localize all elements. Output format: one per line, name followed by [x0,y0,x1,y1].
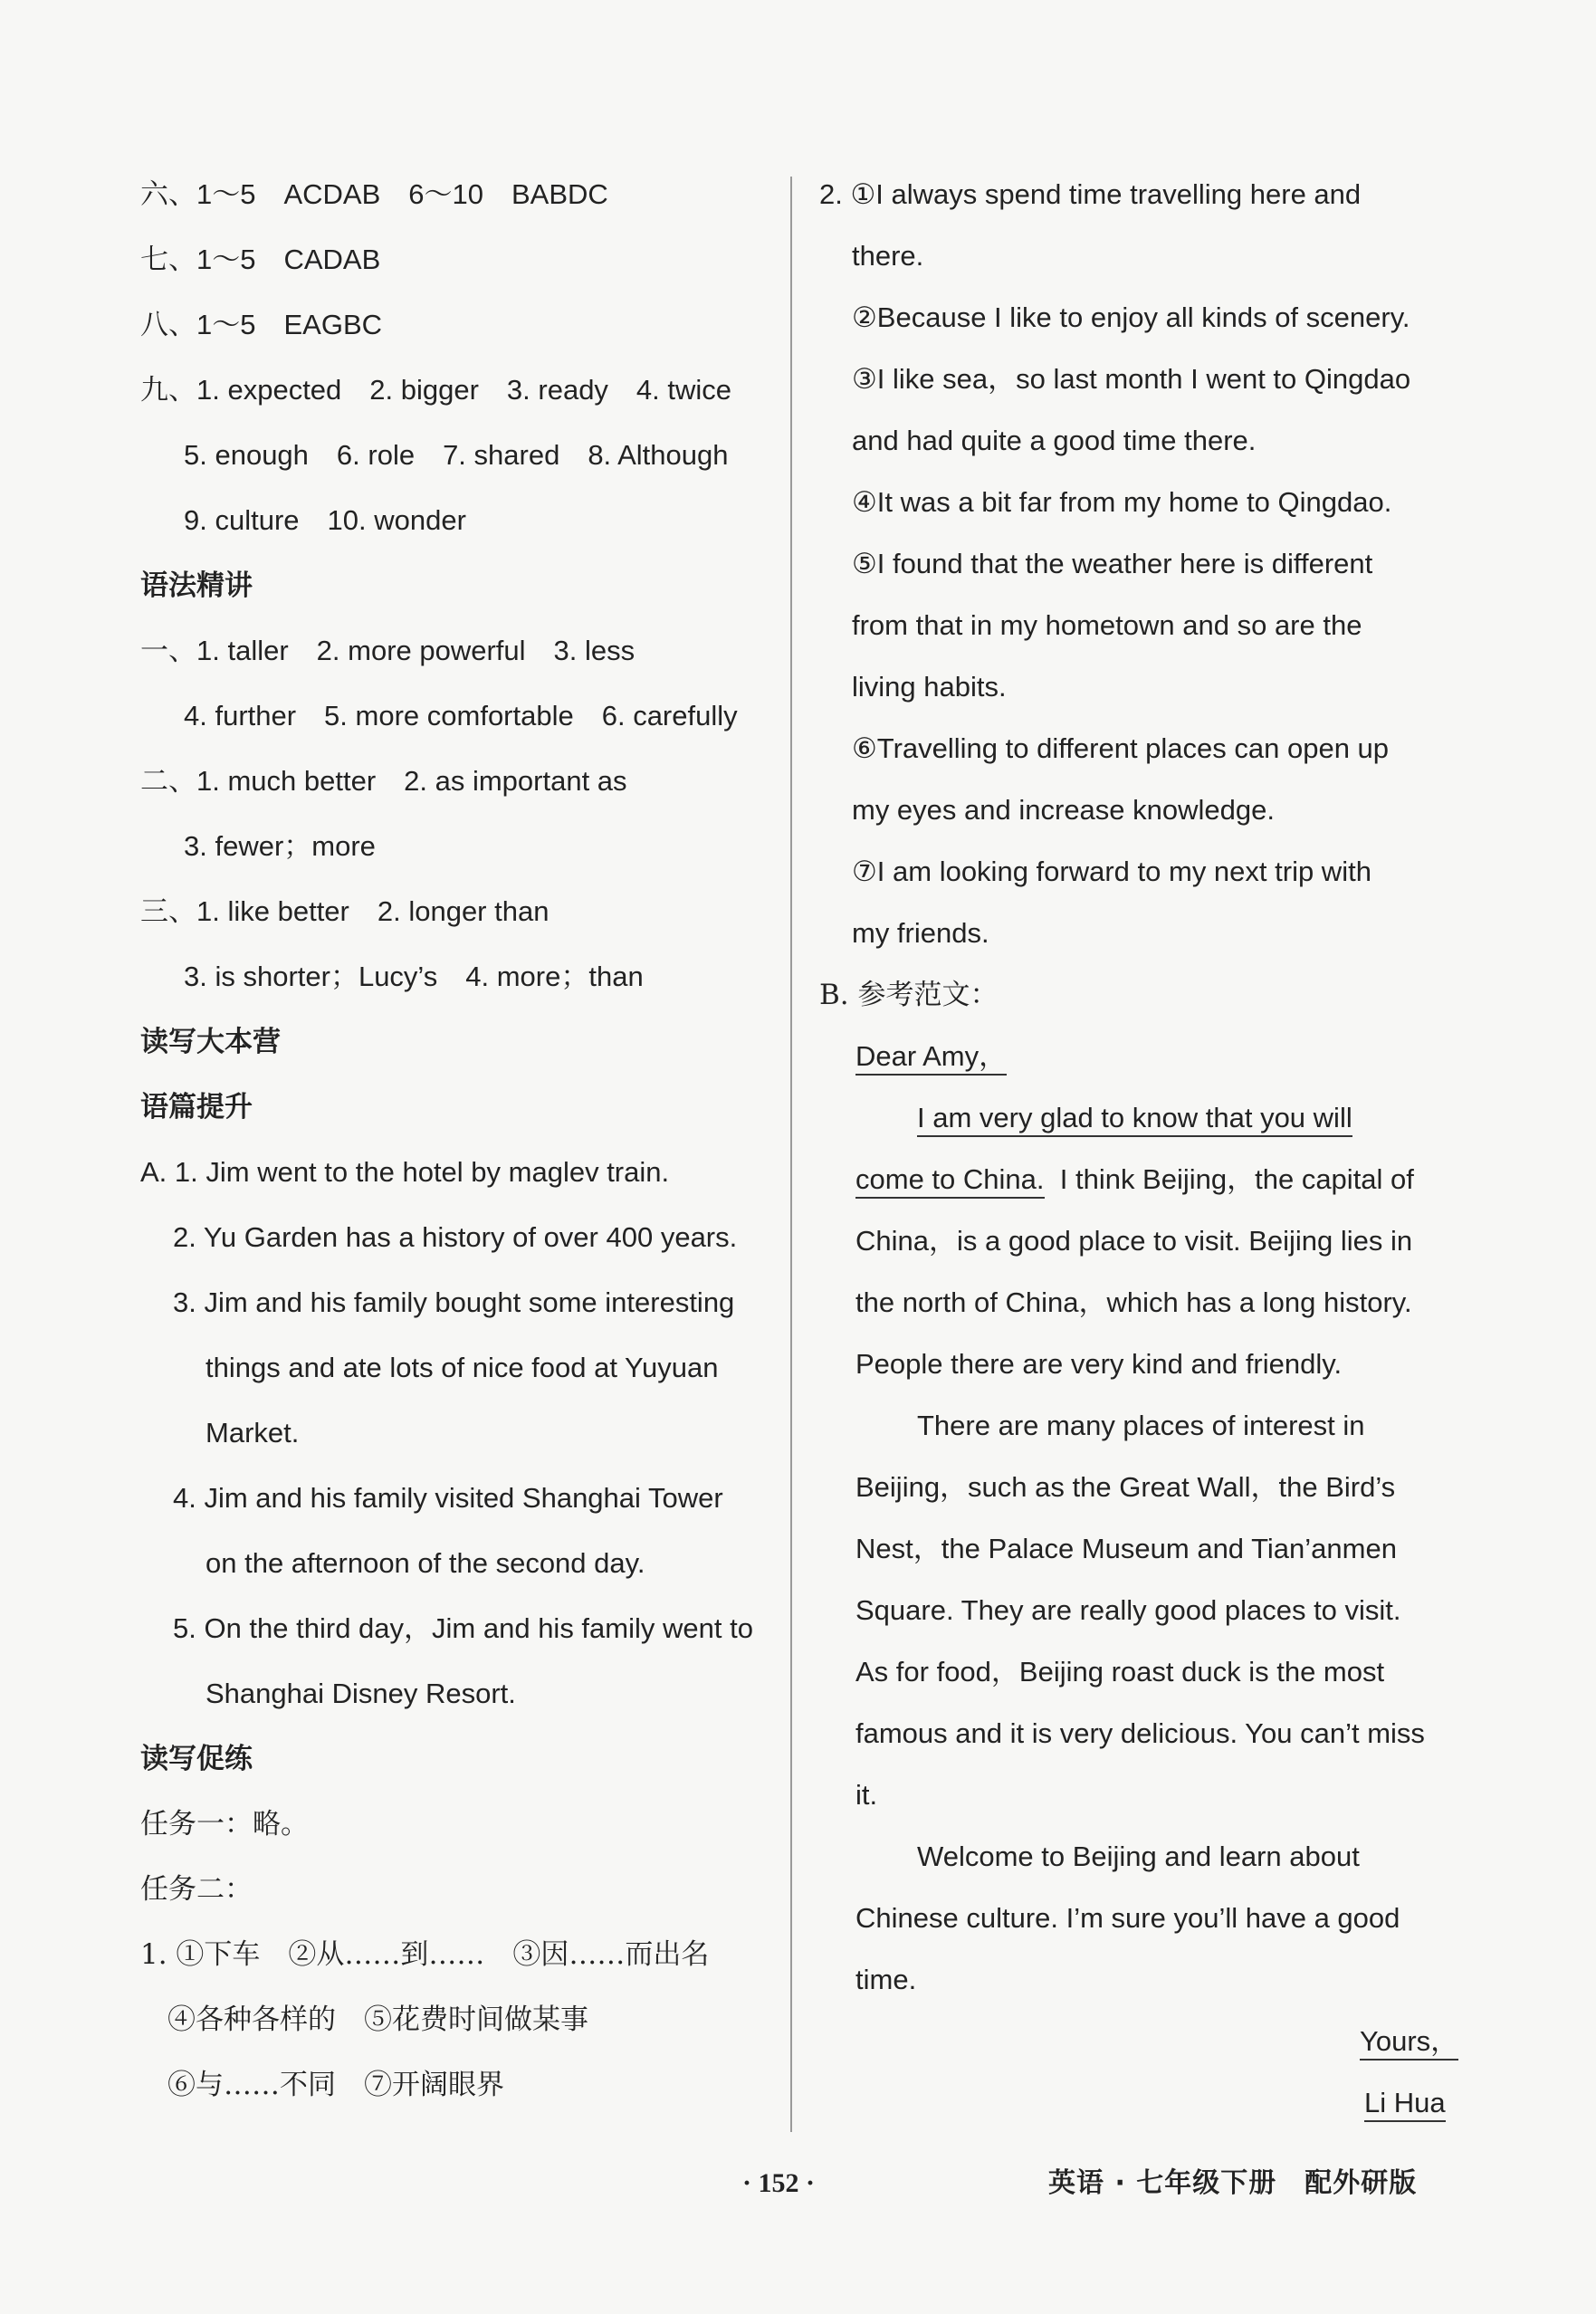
letter-line-6: There are many places of interest in [917,1410,1365,1441]
task-two-line-3: ⑥与……不同 ⑦开阔眼界 [167,2069,504,2101]
answer-a2: 2. Yu Garden has a history of over 400 years. [173,1221,738,1253]
sentence-line-3: ②Because I like to enjoy all kinds of scenery. [852,301,1410,333]
letter-line-10: As for food，Beijing roast duck is the most [855,1656,1385,1688]
read-write-heading: 读写大本营 [140,1026,281,1058]
answer-a5b: Shanghai Disney Resort. [205,1678,516,1709]
grammar-line-2b: 3. fewer；more [184,830,376,862]
sample-essay-heading: B. 参考范文： [819,979,999,1011]
signature-text: Li Hua [1364,2087,1446,2122]
answer-a3: 3. Jim and his family bought some interesting [173,1286,735,1318]
answer-line-9: 九、1. expected 2. bigger 3. ready 4. twice [140,374,732,406]
page-number: · 152 · [742,2168,816,2198]
answer-line-8: 八、1～5 EAGBC [140,309,383,340]
letter-greeting [855,1038,1007,1075]
grammar-line-3: 三、1. like better 2. longer than [140,895,550,927]
column-divider [790,177,792,2132]
book-title: 英语 · 七年级下册 配外研版 [1048,2167,1418,2199]
task-two-line-1: 1. ①下车 ②从……到…… ③因……而出名 [140,1938,710,1971]
underlined-sentence-1: I am very glad to know that you will [917,1102,1352,1137]
sentence-line-2: there. [852,240,924,272]
passage-heading: 语篇提升 [140,1091,253,1124]
letter-line-15: time. [855,1964,917,1995]
sentence-line-1: 2. ①I always spend time travelling here and [819,178,1362,210]
letter-line-1 [917,1100,1352,1136]
letter-line-14: Chinese culture. I’m sure you’ll have a good [855,1902,1400,1934]
sentence-line-5: and had quite a good time there. [852,425,1257,456]
letter-closing [1360,2023,1458,2060]
grammar-line-2: 二、1. much better 2. as important as [140,765,627,797]
answer-a3b: things and ate lots of nice food at Yuyuan [205,1352,719,1383]
sentence-line-7: ⑤I found that the weather here is different [852,548,1373,579]
sentence-line-4: ③I like sea，so last month I went to Qingdao [852,363,1411,395]
letter-line-2-rest: I think Beijing，the capital of [1059,1163,1414,1195]
underlined-sentence-2: come to China. [855,1163,1045,1199]
letter-signature [1364,2085,1446,2121]
task-one: 任务一：略。 [140,1808,309,1841]
greeting-text: Dear Amy， [855,1040,1007,1076]
answer-line-9c: 9. culture 10. wonder [184,504,466,536]
sentence-line-12: ⑦I am looking forward to my next trip with [852,856,1371,887]
sentence-line-13: my friends. [852,917,989,949]
sentence-line-8: from that in my hometown and so are the [852,609,1362,641]
letter-line-11: famous and it is very delicious. You can’t miss [855,1717,1425,1749]
letter-line-9: Square. They are really good places to visit. [855,1594,1401,1626]
answer-a3c: Market. [205,1417,300,1449]
letter-line-2 [855,1162,1414,1198]
task-two-line-2: ④各种各样的 ⑤花费时间做某事 [167,2003,588,2036]
letter-line-5: People there are very kind and friendly. [855,1348,1343,1380]
letter-line-13: Welcome to Beijing and learn about [917,1841,1360,1872]
grammar-line-1: 一、1. taller 2. more powerful 3. less [140,635,636,666]
letter-line-12: it. [855,1779,878,1811]
grammar-line-3b: 3. is shorter；Lucy’s 4. more；than [184,961,644,992]
letter-line-8: Nest，the Palace Museum and Tian’anmen [855,1533,1397,1564]
task-two: 任务二： [140,1873,253,1906]
grammar-line-1b: 4. further 5. more comfortable 6. carefully [184,700,738,731]
grammar-heading: 语法精讲 [140,569,253,602]
answer-a1: A. 1. Jim went to the hotel by maglev train. [140,1156,670,1188]
answer-a5: 5. On the third day，Jim and his family went to [173,1612,753,1644]
letter-line-7: Beijing，such as the Great Wall，the Bird’s [855,1471,1396,1503]
sentence-line-6: ④It was a bit far from my home to Qingdao. [852,486,1392,518]
letter-line-3: China，is a good place to visit. Beijing lies in [855,1225,1413,1257]
sentence-line-9: living habits. [852,671,1007,703]
answer-line-9b: 5. enough 6. role 7. shared 8. Although [184,439,729,471]
answer-line-7: 七、1～5 CADAB [140,244,381,275]
answer-a4b: on the afternoon of the second day. [205,1547,645,1579]
practice-heading: 读写促练 [140,1743,253,1775]
closing-text: Yours， [1360,2025,1458,2061]
sentence-line-11: my eyes and increase knowledge. [852,794,1275,826]
answer-line-6: 六、1～5 ACDAB 6～10 BABDC [140,178,608,210]
answer-a4: 4. Jim and his family visited Shanghai Tower [173,1482,723,1514]
letter-line-4: the north of China，which has a long history. [855,1286,1412,1318]
sentence-line-10: ⑥Travelling to different places can open up [852,732,1390,764]
